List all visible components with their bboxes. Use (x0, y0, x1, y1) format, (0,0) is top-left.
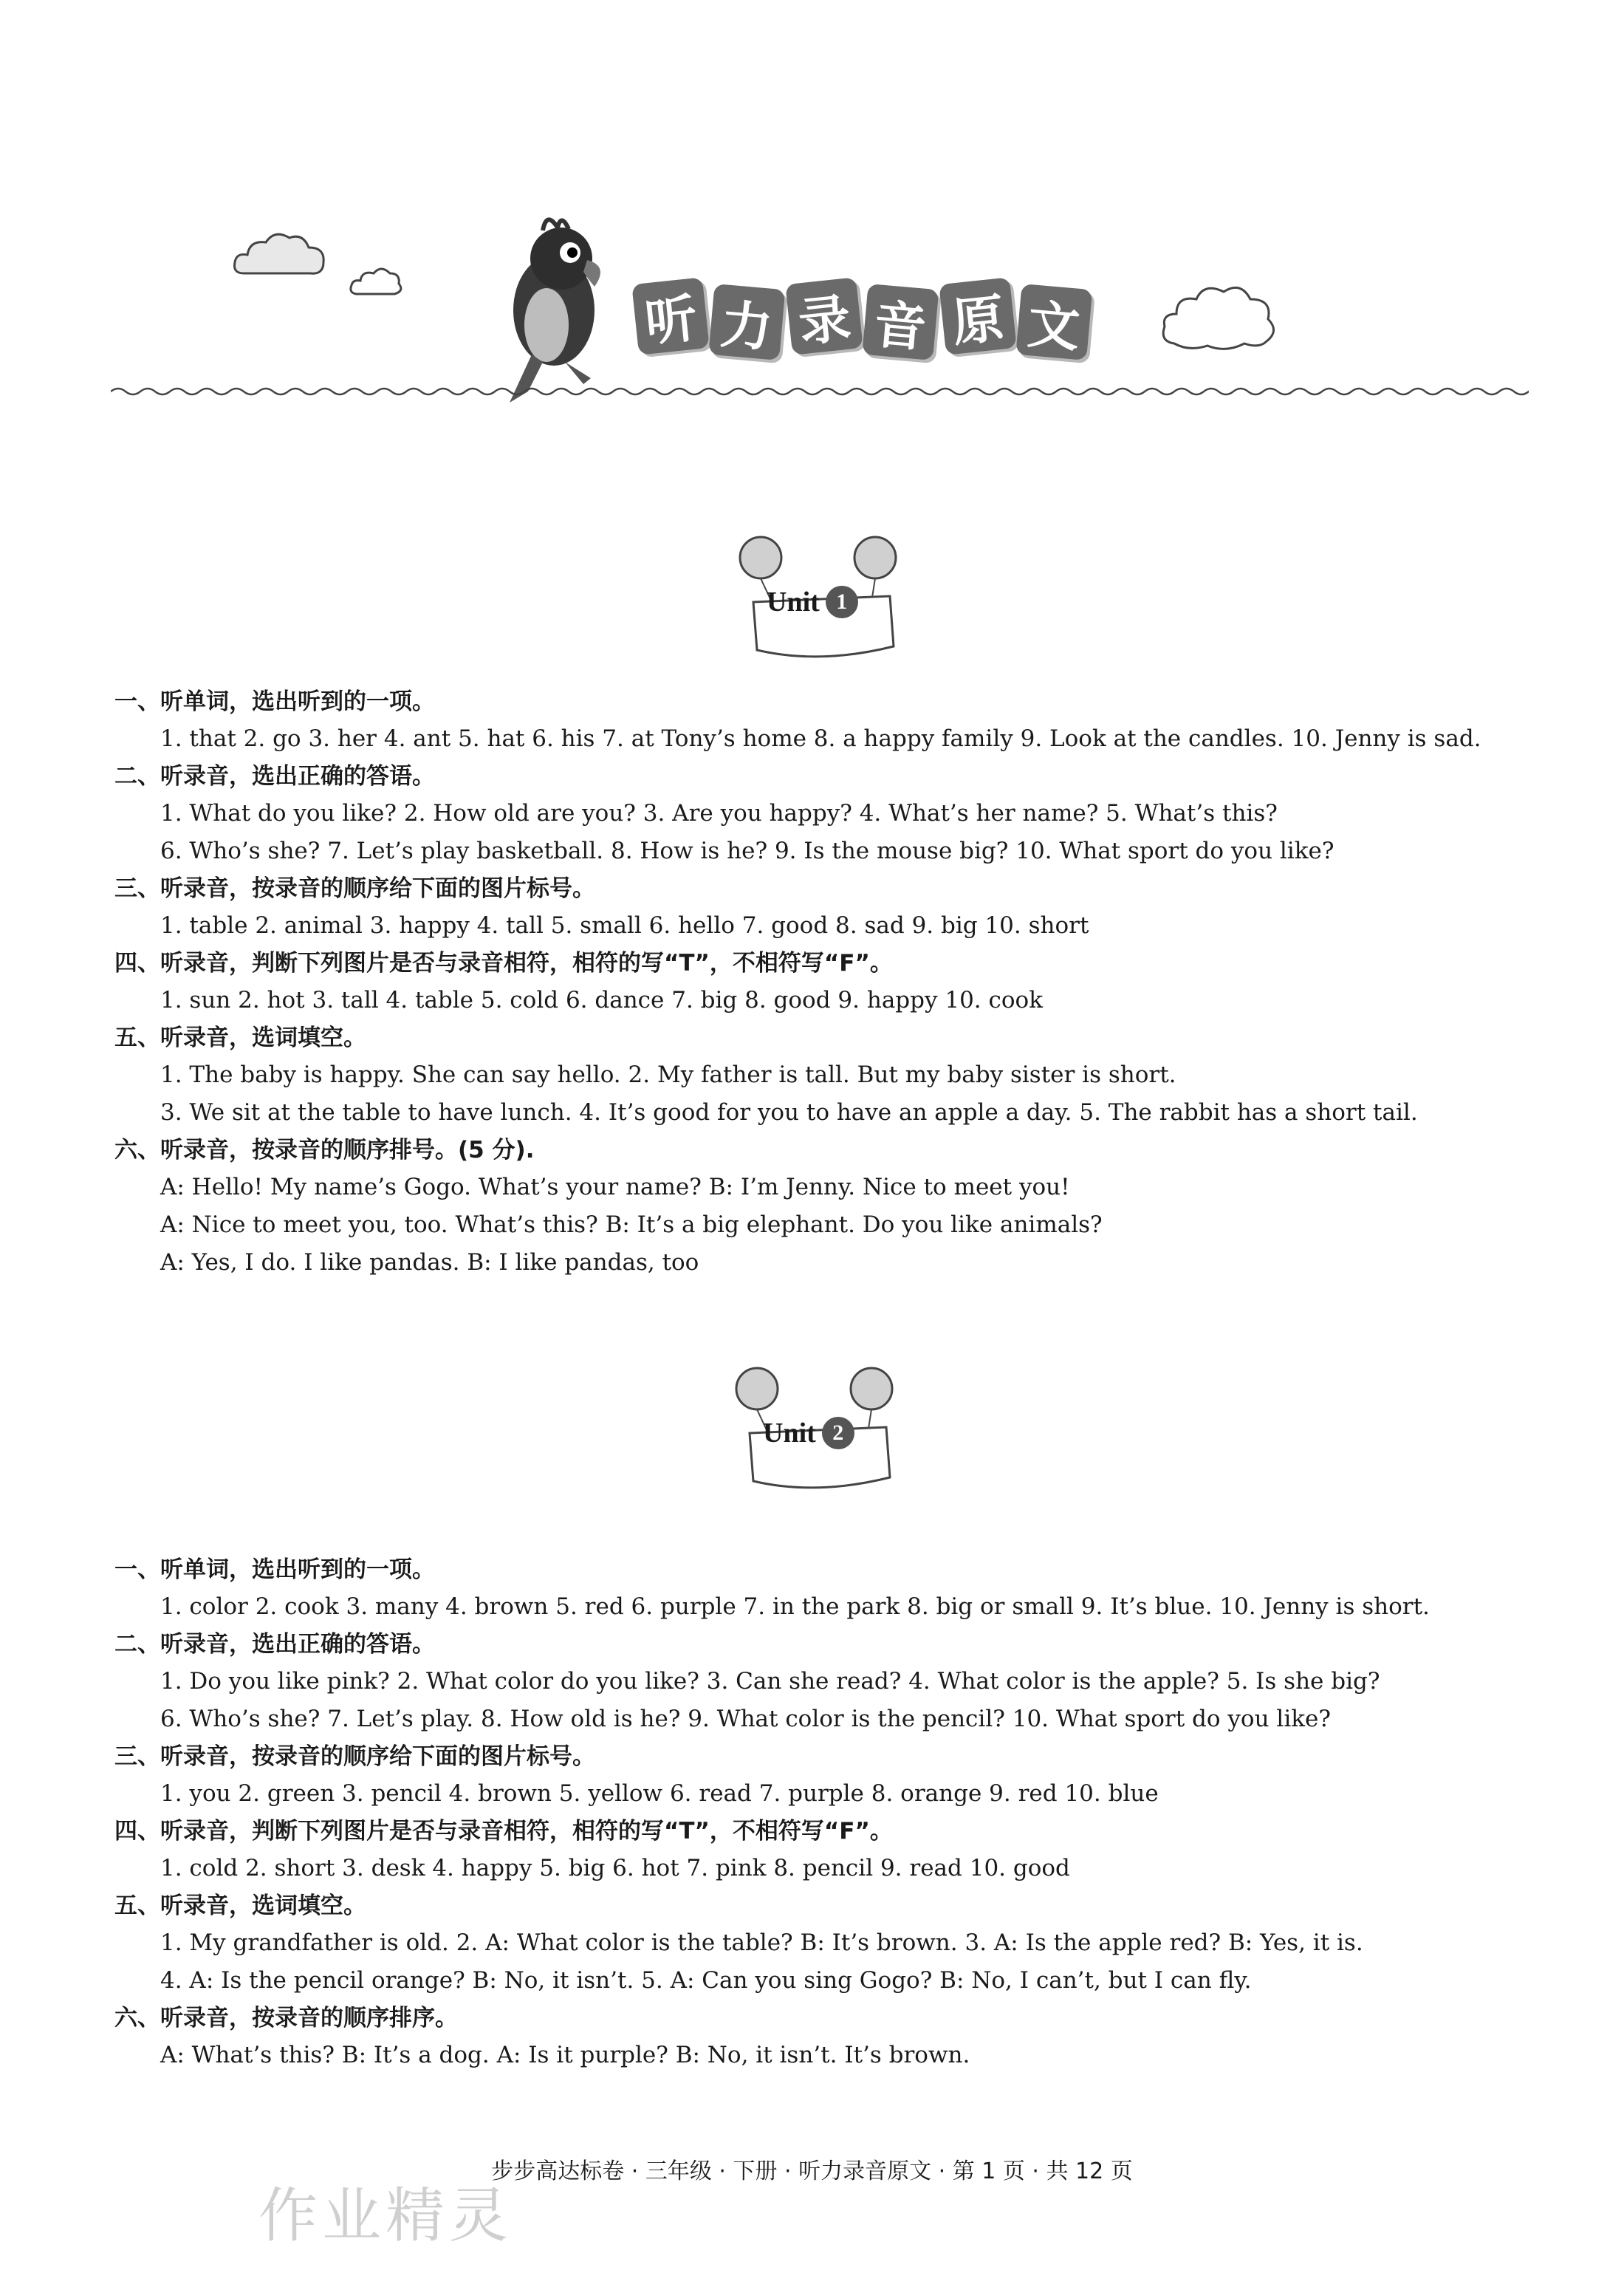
parrot-illustration (473, 207, 620, 406)
cloud-decoration-left (229, 222, 332, 288)
unit-number: 2 (822, 1417, 854, 1449)
unit-title (767, 586, 858, 618)
unit-2-content (114, 1551, 1518, 2074)
cloud-decoration-right (1156, 273, 1281, 358)
banner-title-char: 力 (708, 284, 785, 360)
section-heading: 二、听录音，选出正确的答语。 (114, 763, 435, 790)
answer-line: A: Yes, I do. I like pandas. B: I like pandas, too (160, 1249, 699, 1276)
answer-line: 1. What do you like? 2. How old are you? 3. Are you happy? 4. What’s her name? 5. What’s this? (160, 800, 1278, 827)
section-heading: 二、听录音，选出正确的答语。 (114, 1631, 435, 1658)
section-heading: 一、听单词，选出听到的一项。 (114, 688, 435, 715)
banner-title-char: 文 (1015, 284, 1092, 360)
section-heading: 四、听录音，判断下列图片是否与录音相符，相符的写“T”，不相符写“F”。 (114, 1818, 893, 1845)
section-heading: 一、听单词，选出听到的一项。 (114, 1556, 435, 1583)
cloud-decoration-small (347, 259, 406, 303)
banner-title-char: 录 (785, 277, 863, 355)
section-heading: 六、听录音，按录音的顺序排序。 (114, 2005, 458, 2031)
answer-line: 1. that 2. go 3. her 4. ant 5. hat 6. his 7. at Tony’s home 8. a happy family 9. Look at the candles. 10. Jenny is sad. (160, 725, 1481, 752)
watermark: 作业精灵 (258, 2181, 513, 2250)
answer-line: 1. My grandfather is old. 2. A: What color is the table? B: It’s brown. 3. A: Is the apple red? B: Yes, it is. (160, 1929, 1363, 1956)
banner-title-char: 听 (631, 277, 710, 355)
answer-line: 1. cold 2. short 3. desk 4. happy 5. big 6. hot 7. pink 8. pencil 9. read 10. good (160, 1855, 1070, 1881)
unit-1-content (114, 683, 1518, 1282)
unit-number: 1 (826, 586, 858, 618)
answer-line: 4. A: Is the pencil orange? B: No, it isn’t. 5. A: Can you sing Gogo? B: No, I can’t, but I can fly. (160, 1967, 1252, 1994)
answer-line: A: What’s this? B: It’s a dog. A: Is it purple? B: No, it isn’t. It’s brown. (160, 2042, 970, 2068)
answer-line: A: Nice to meet you, too. What’s this? B: It’s a big elephant. Do you like animals? (160, 1211, 1103, 1238)
answer-line: 1. color 2. cook 3. many 4. brown 5. red 6. purple 7. in the park 8. big or small 9. It’s blue. 10. Jenny is short. (160, 1593, 1430, 1620)
section-heading: 三、听录音，按录音的顺序给下面的图片标号。 (114, 875, 595, 902)
unit-badge (727, 1359, 905, 1507)
unit-label: Unit (767, 587, 820, 618)
unit-label: Unit (763, 1418, 816, 1449)
answer-line: 1. you 2. green 3. pencil 4. brown 5. yellow 6. read 7. purple 8. orange 9. red 10. blue (160, 1780, 1159, 1807)
answer-line: 1. The baby is happy. She can say hello. 2. My father is tall. But my baby sister is short. (160, 1062, 1176, 1088)
answer-line: 6. Who’s she? 7. Let’s play. 8. How old is he? 9. What color is the pencil? 10. What sport do you like? (160, 1706, 1331, 1732)
wavy-divider (111, 386, 1529, 397)
section-heading: 六、听录音，按录音的顺序排号。(5 分). (114, 1137, 535, 1163)
section-heading: 五、听录音，选词填空。 (114, 1025, 366, 1051)
section-heading: 五、听录音，选词填空。 (114, 1893, 366, 1919)
banner-title-char: 原 (939, 277, 1017, 355)
answer-line: 1. table 2. animal 3. happy 4. tall 5. small 6. hello 7. good 8. sad 9. big 10. short (160, 912, 1089, 939)
unit-badge (731, 528, 908, 676)
banner-title (635, 281, 1090, 359)
section-heading: 三、听录音，按录音的顺序给下面的图片标号。 (114, 1743, 595, 1770)
answer-line: 3. We sit at the table to have lunch. 4. It’s good for you to have an apple a day. 5. The rabbit has a short tail. (160, 1099, 1418, 1126)
banner-title-char: 音 (862, 284, 939, 360)
answer-line: A: Hello! My name’s Gogo. What’s your name? B: I’m Jenny. Nice to meet you! (160, 1174, 1070, 1200)
answer-line: 1. sun 2. hot 3. tall 4. table 5. cold 6. dance 7. big 8. good 9. happy 10. cook (160, 987, 1043, 1013)
unit-title (763, 1417, 854, 1449)
answer-line: 6. Who’s she? 7. Let’s play basketball. 8. How is he? 9. Is the mouse big? 10. What sport do you like? (160, 838, 1335, 864)
page-footer: 步步高达标卷 · 三年级 · 下册 · 听力录音原文 · 第 1 页 · 共 12 页 (491, 2158, 1133, 2184)
section-heading: 四、听录音，判断下列图片是否与录音相符，相符的写“T”，不相符写“F”。 (114, 950, 893, 977)
answer-line: 1. Do you like pink? 2. What color do you like? 3. Can she read? 4. What color is the apple? 5. Is she big? (160, 1668, 1380, 1695)
